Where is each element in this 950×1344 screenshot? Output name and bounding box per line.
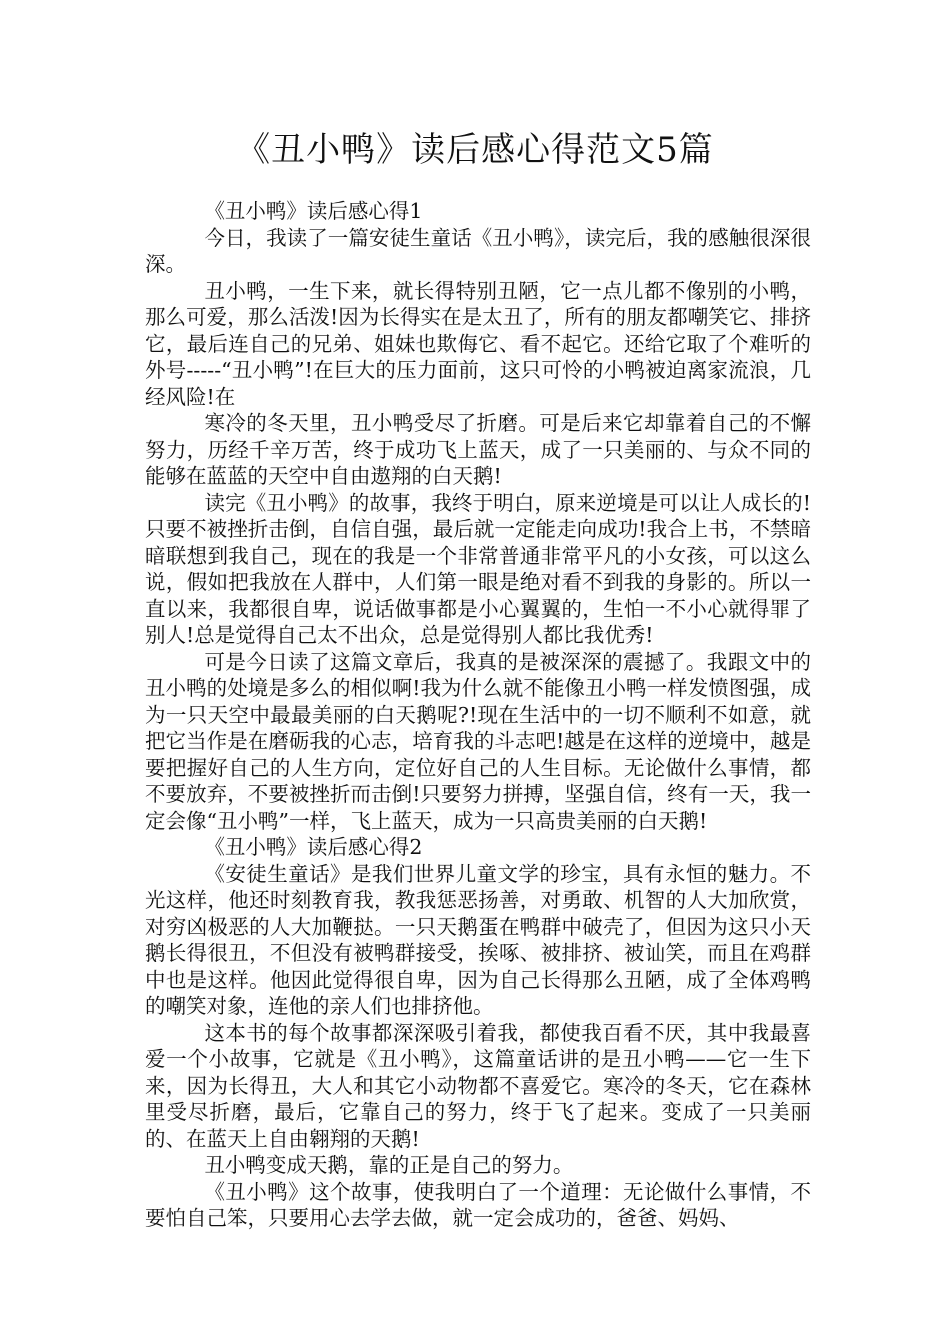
section-heading-1: 《丑小鸭》读后感心得1 (204, 199, 423, 223)
section-heading-2: 《丑小鸭》读后感心得2 (204, 835, 423, 859)
paragraph: 今日，我读了一篇安徒生童话《丑小鸭》，读完后，我的感触很深很深。 (145, 225, 811, 276)
document-body (145, 198, 811, 1232)
paragraph: 读完《丑小鸭》的故事，我终于明白，原来逆境是可以让人成长的!只要不被挫折击倒，自信自强，最后就一定能走向成功!我合上书，不禁暗暗联想到我自己，现在的我是一个非常普通非常平凡的小女孩，可以这么说，假如把我放在人群中，人们第一眼是绝对看不到我的身影的。所以一直以来，我都很自卑，说话做事都是小心翼翼的，生怕一不小心就得罪了别人!总是觉得自己太不出众，总是觉得别人都比我优秀! (145, 490, 811, 647)
document-title: 《丑小鸭》读后感心得范文5篇 (236, 130, 714, 170)
paragraph: 丑小鸭变成天鹅，靠的正是自己的努力。 (204, 1153, 574, 1177)
paragraph: 《安徒生童话》是我们世界儿童文学的珍宝，具有永恒的魅力。不光这样，他还时刻教育我，教我惩恶扬善，对勇敢、机智的人大加欣赏，对穷凶极恶的人大加鞭挞。一只天鹅蛋在鸭群中破壳了，但因为这只小天鹅长得很丑，不但没有被鸭群接受，挨啄、被排挤、被讪笑，而且在鸡群中也是这样。他因此觉得很自卑，因为自己长得那么丑陋，成了全体鸡鸭的嘲笑对象，连他的亲人们也排挤他。 (145, 861, 811, 1018)
paragraph: 丑小鸭，一生下来，就长得特别丑陋，它一点儿都不像别的小鸭，那么可爱，那么活泼!因为长得实在是太丑了，所有的朋友都嘲笑它、排挤它，最后连自己的兄弟、姐妹也欺侮它、看不起它。还给它取了个难听的外号-----“丑小鸭”!在巨大的压力面前，这只可怜的小鸭被迫离家流浪，几经风险!在 (145, 278, 811, 409)
paragraph: 《丑小鸭》这个故事，使我明白了一个道理：无论做什么事情，不要怕自己笨，只要用心去学去做，就一定会成功的，爸爸、妈妈、 (145, 1179, 811, 1230)
paragraph: 这本书的每个故事都深深吸引着我，都使我百看不厌，其中我最喜爱一个小故事，它就是《丑小鸭》，这篇童话讲的是丑小鸭——它一生下来，因为长得丑，大人和其它小动物都不喜爱它。寒冷的冬天，它在森林里受尽折磨，最后，它靠自己的努力，终于飞了起来。变成了一只美丽的、在蓝天上自由翱翔的天鹅! (145, 1020, 811, 1151)
paragraph: 可是今日读了这篇文章后，我真的是被深深的震撼了。我跟文中的丑小鸭的处境是多么的相似啊!我为什么就不能像丑小鸭一样发愤图强，成为一只天空中最最美丽的白天鹅呢?!现在生活中的一切不顺利不如意，就把它当作是在磨砺我的心志，培育我的斗志吧!越是在这样的逆境中，越是要把握好自己的人生方向，定位好自己的人生目标。无论做什么事情，都不要放弃，不要被挫折而击倒!只要努力拼搏，坚强自信，终有一天，我一定会像“丑小鸭”一样，飞上蓝天，成为一只高贵美丽的白天鹅! (145, 649, 811, 833)
paragraph: 寒冷的冬天里，丑小鸭受尽了折磨。可是后来它却靠着自己的不懈努力，历经千辛万苦，终于成功飞上蓝天，成了一只美丽的、与众不同的能够在蓝蓝的天空中自由遨翔的白天鹅! (145, 411, 811, 488)
